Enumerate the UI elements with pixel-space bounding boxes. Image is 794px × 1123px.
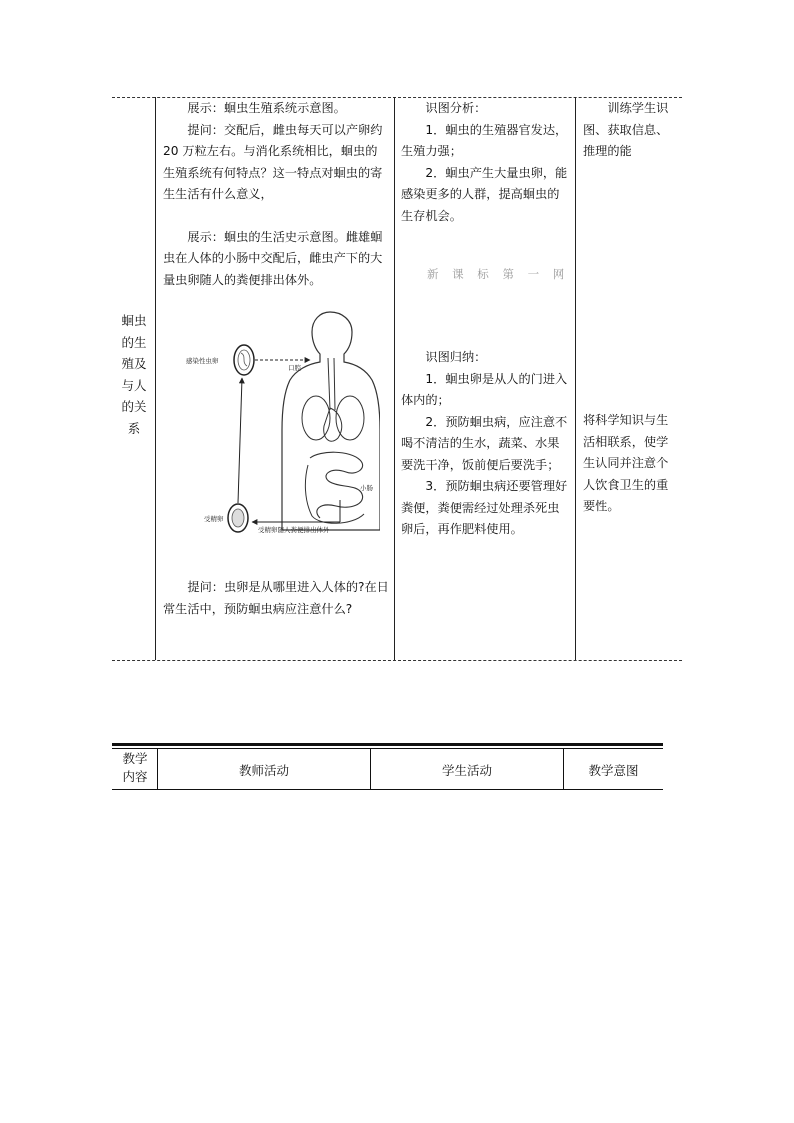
teacher-activity-top	[163, 98, 389, 291]
teacher-show-2: 展示：蛔虫的生活史示意图。雌雄蛔虫在人体的小肠中交配后，雌虫产下的大量虫卵随人的粪便排出体外。	[163, 229, 383, 287]
student-analysis-title: 识图分析：	[425, 101, 487, 115]
intent-2: 将科学知识与生活相联系，使学生认同并注意个人饮食卫生的重要性。	[583, 413, 669, 513]
table-bottom-border	[112, 660, 682, 661]
watermark: 新 课 标 第 一 网	[427, 267, 570, 281]
student-analysis-1: 1．蛔虫的生殖器官发达，生殖力强；	[401, 122, 568, 158]
header-student-activity: 学生活动	[441, 763, 492, 778]
label-small-intestine: 小肠	[360, 484, 373, 492]
table-header-row	[112, 743, 663, 790]
teacher-question-1: 提问：交配后，雌虫每天可以产卵约 20 万粒左右。与消化系统相比，蛔虫的生殖系统有何特点？这一特点对蛔虫的寄生生活有什么意义，	[163, 122, 383, 201]
student-activity-bottom	[401, 347, 571, 541]
teacher-activity-bottom	[163, 577, 389, 620]
header-teaching-intent: 教学意图	[588, 763, 639, 778]
column-divider	[155, 97, 156, 660]
teaching-intent-top	[583, 98, 675, 163]
label-mouth: 口腔	[288, 364, 301, 372]
column-divider	[394, 97, 395, 660]
label-infective-egg: 感染性虫卵	[186, 357, 219, 365]
header-teacher-activity: 教师活动	[238, 763, 289, 778]
student-summary-2: 2．预防蛔虫病，应注意不喝不清洁的生水，蔬菜、水果要洗干净，饭前便后要洗手；	[401, 414, 568, 472]
teacher-question-2: 提问：虫卵是从哪里进入人体的?在日常生活中，预防蛔虫病应注意什么?	[163, 580, 389, 616]
intent-1: 训练学生识图、获取信息、推理的能	[583, 101, 669, 158]
column-divider	[575, 97, 576, 660]
student-analysis-2: 2．蛔虫产生大量虫卵，能感染更多的人群，提高蛔虫的生存机会。	[401, 165, 568, 223]
label-excreted: 受精卵随人粪便排出体外	[258, 526, 330, 534]
teaching-intent-bottom	[583, 410, 675, 518]
student-summary-3: 3．预防蛔虫病还要管理好粪便，粪便需经过处理杀死虫卵后，再作肥料使用。	[401, 479, 568, 536]
student-activity-top	[401, 98, 571, 227]
student-summary-1: 1．蛔虫卵是从人的门进入体内的；	[401, 371, 568, 407]
label-fertilized-egg: 受精卵	[204, 515, 224, 523]
header-teaching-content: 教学 内容	[122, 751, 148, 784]
teacher-show-1: 展示：蛔虫生殖系统示意图。	[187, 101, 346, 115]
roundworm-life-cycle-figure	[180, 300, 380, 540]
student-summary-title: 识图归纳：	[425, 350, 487, 364]
topic-cell: 蛔虫 的生 殖及 与人 的关 系	[121, 313, 147, 436]
